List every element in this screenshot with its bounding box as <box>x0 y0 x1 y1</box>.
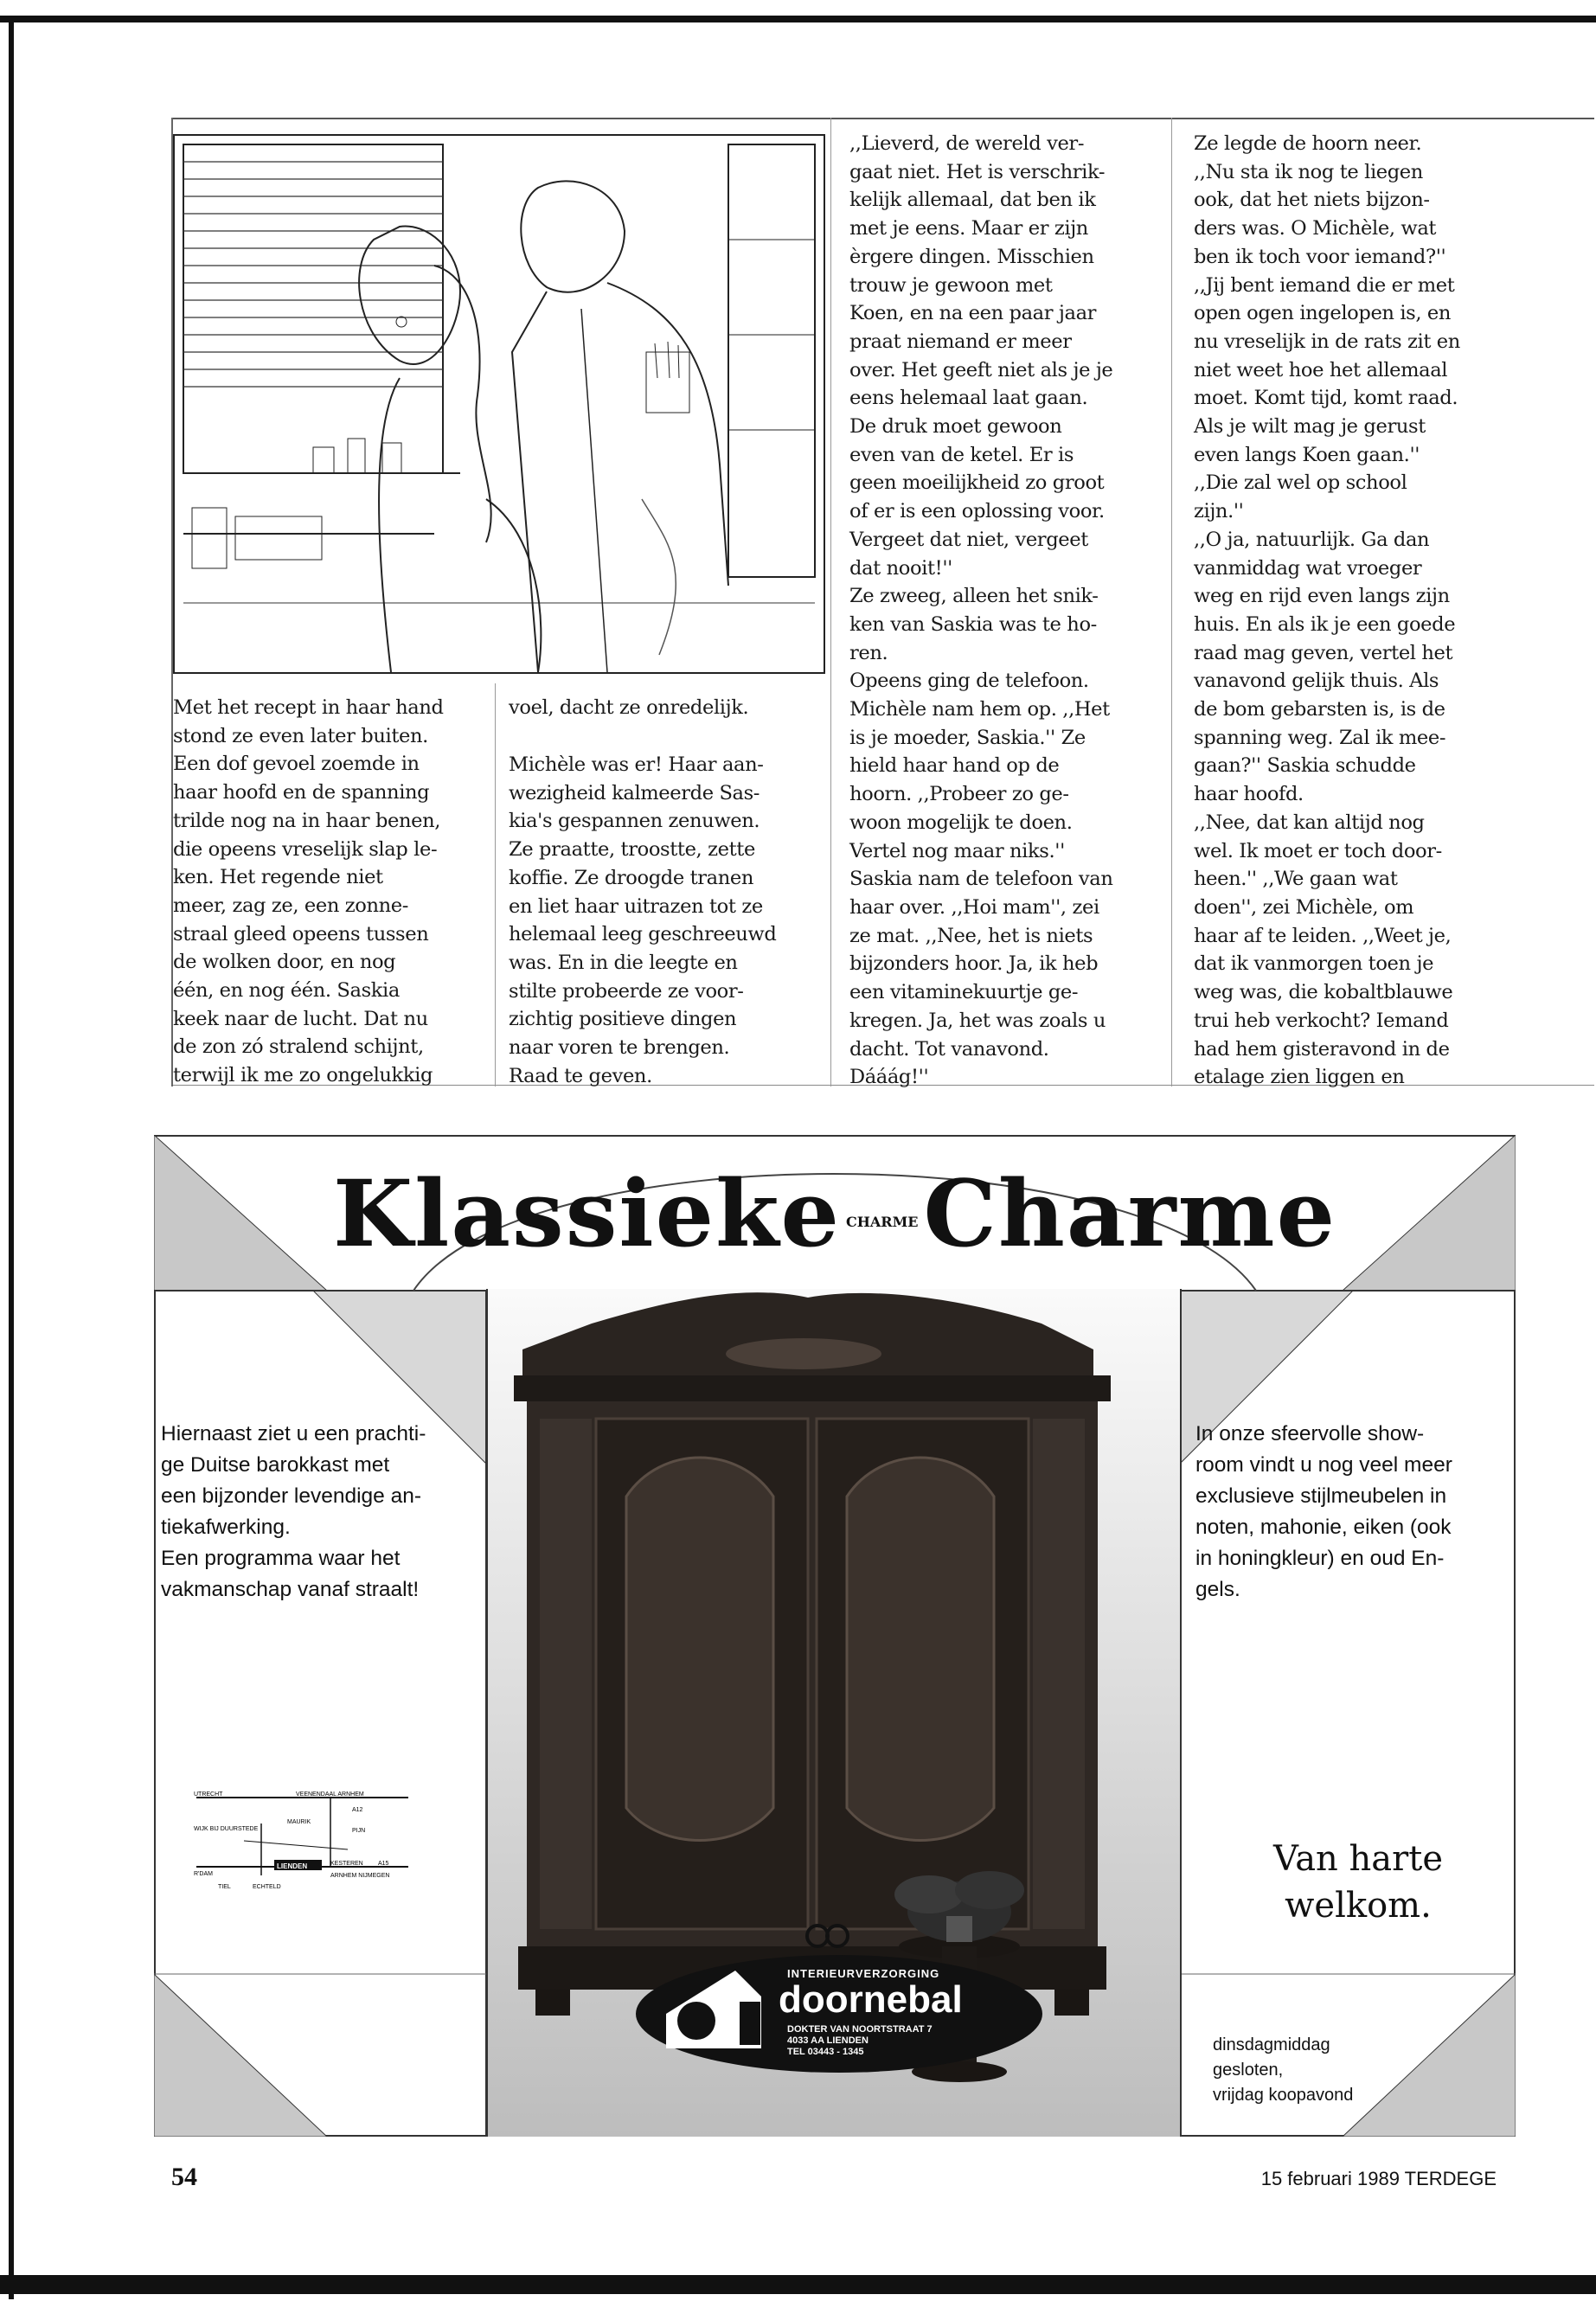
page-number: 54 <box>171 2163 197 2191</box>
map-label-tiel: TIEL <box>218 1884 231 1890</box>
logo-address: DOKTER VAN NOORTSTRAAT 7 <box>787 2024 933 2035</box>
logo-name: doornebal <box>779 1978 963 2021</box>
logo-subtitle: INTERIEURVERZORGING <box>787 1967 940 1980</box>
ad-title-right: Charme <box>923 1159 1337 1267</box>
left-border <box>9 16 14 2299</box>
ad-title-ornament: CHARME <box>846 1213 919 1230</box>
logo-city: 4033 AA LIENDEN <box>787 2035 869 2046</box>
top-border <box>0 16 1596 22</box>
ad-headline <box>156 1159 1514 1267</box>
column-rule-3 <box>830 118 831 1086</box>
ad-welcome-text: Van harte welkom. <box>1272 1839 1443 1926</box>
map-label-kesteren: KESTEREN <box>330 1861 363 1867</box>
map-label-wijk: WIJK BIJ DUURSTEDE <box>194 1826 259 1832</box>
story-column-3: ,,Lieverd, de wereld ver- gaat niet. Het is verschrik- kelijk allemaal, dat ben ik met je eens. Maar er zijn èrgere dingen. Misschien trouw je gewoon met Koen, en na een paar jaar praat niemand er meer over. Het geeft niet als je je eens helemaal laat gaan. De druk moet gewoon even van de ketel. Er is geen moeilijkheid zo groot of er is een oplossing voor. Vergeet dat niet, vergeet dat nooit!'' Ze zweeg, alleen het snik- ken van Saskia was te ho- ren. Opeens ging de telefoon. Michèle nam hem op. ,,Het is je moeder, Saskia.'' Ze hield haar hand op de hoorn. ,,Probeer zo ge- woon mogelijk te doen. Vertel nog maar niks.'' Saskia nam de telefoon van haar over. ,,Hoi mam'', zei ze mat. ,,Nee, het is niets bijzonders hoor. Ja, ik heb een vitaminekuurtje ge- kregen. Ja, het was zoals u dacht. Tot vanavond. Dááág!'' <box>849 132 1113 1089</box>
ad-title-left: Klassieke <box>332 1159 841 1267</box>
ad-welcome <box>1228 1836 1488 1929</box>
story-top-rule <box>171 118 1594 119</box>
map-label-rdam: R'DAM <box>194 1871 213 1877</box>
bottom-border <box>0 2275 1596 2294</box>
issue-date: 15 februari 1989 TERDEGE <box>1260 2168 1497 2189</box>
logo-telephone: TEL 03443 - 1345 <box>787 2047 864 2057</box>
route-map <box>192 1789 417 1910</box>
story-column-1: Met het recept in haar hand stond ze even later buiten. Een dof gevoel zoemde in haar hoofd en de spanning trilde nog na in haar benen, die opeens vreselijk slap le- ken. Het regende niet meer, zag ze, een zonne- straal gleed opeens tussen de wolken door, en nog één, en nog één. Saskia keek naar de lucht. Dat nu de zon zó stralend schijnt, terwijl ik me zo ongelukkig <box>173 696 444 1087</box>
column-rule-4 <box>1171 118 1172 1086</box>
column-rule-2 <box>495 683 496 1086</box>
map-label-maurik: MAURIK <box>287 1819 311 1825</box>
route-map-drawing <box>192 1789 417 1910</box>
map-label-lienden: LIENDEN <box>277 1862 308 1870</box>
ad-right-text: In onze sfeervolle show- room vindt u nog veel meer exclusieve stijlmeubelen in noten, mahonie, eiken (ook in honingkleur) en oud En- gels. <box>1195 1422 1452 1601</box>
story-column-2a: voel, dacht ze onredelijk. <box>509 696 749 719</box>
map-label-a12: A12 <box>352 1807 363 1813</box>
ad-opening-hours: dinsdagmiddag gesloten, vrijdag koopavond <box>1213 2035 1354 2105</box>
story-illustration <box>173 134 825 674</box>
map-label-a15: A15 <box>378 1861 389 1867</box>
story-column-2b: Michèle was er! Haar aan- wezigheid kalmeerde Sas- kia's gespannen zenuwen. Ze praatte, troostte, zette koffie. Ze droogde tranen en liet haar uitrazen tot ze helemaal leeg geschreeuwd was. En in die leegte en stilte probeerde ze voor- zichtig positieve dingen naar voren te brengen. Raad te geven. <box>509 753 777 1087</box>
ad-left-text: Hiernaast ziet u een prachti- ge Duitse barokkast met een bijzonder levendige an- tiekafwerking. Een programma waar het vakmanschap vanaf straalt! <box>161 1422 426 1601</box>
lab-scene-drawing <box>175 136 824 672</box>
story-column-4: Ze legde de hoorn neer. ,,Nu sta ik nog te liegen ook, dat het niets bijzon- ders was. O Michèle, wat ben ik toch voor iemand?'' ,,Jij bent iemand die er met open ogen ingelopen is, en nu vreselijk in de rats zit en niet weet hoe het allemaal moet. Komt tijd, komt raad. Als je wilt mag je gerust even langs Koen gaan.'' ,,Die zal wel op school zijn.'' ,,O ja, natuurlijk. Ga dan vanmiddag wat vroeger weg en rijd even langs zijn huis. En als ik je een goede raad mag geven, vertel het vanavond gelijk thuis. Als de bom gebarsten is, is de spanning weg. Zal ik mee- gaan?'' Saskia schudde haar hoofd. ,,Nee, dat kan altijd nog wel. Ik moet er toch door- heen.'' ,,We gaan wat doen'', zei Michèle, om haar af te leiden. ,,Weet je, dat ik vanmorgen toen je weg was, die kobaltblauwe trui heb verkocht? Iemand had hem gisteravond in de etalage zien liggen en <box>1194 132 1460 1089</box>
map-label-echteld: ECHTELD <box>253 1884 281 1890</box>
doornebal-logo <box>631 1919 1047 2074</box>
map-label-arnhem-nijmegen: ARNHEM NIJMEGEN <box>330 1873 390 1879</box>
map-label-utrecht: UTRECHT <box>194 1791 223 1798</box>
map-label-veenendaal: VEENENDAAL ARNHEM <box>296 1791 364 1798</box>
map-label-pijn: PIJN <box>352 1828 366 1834</box>
